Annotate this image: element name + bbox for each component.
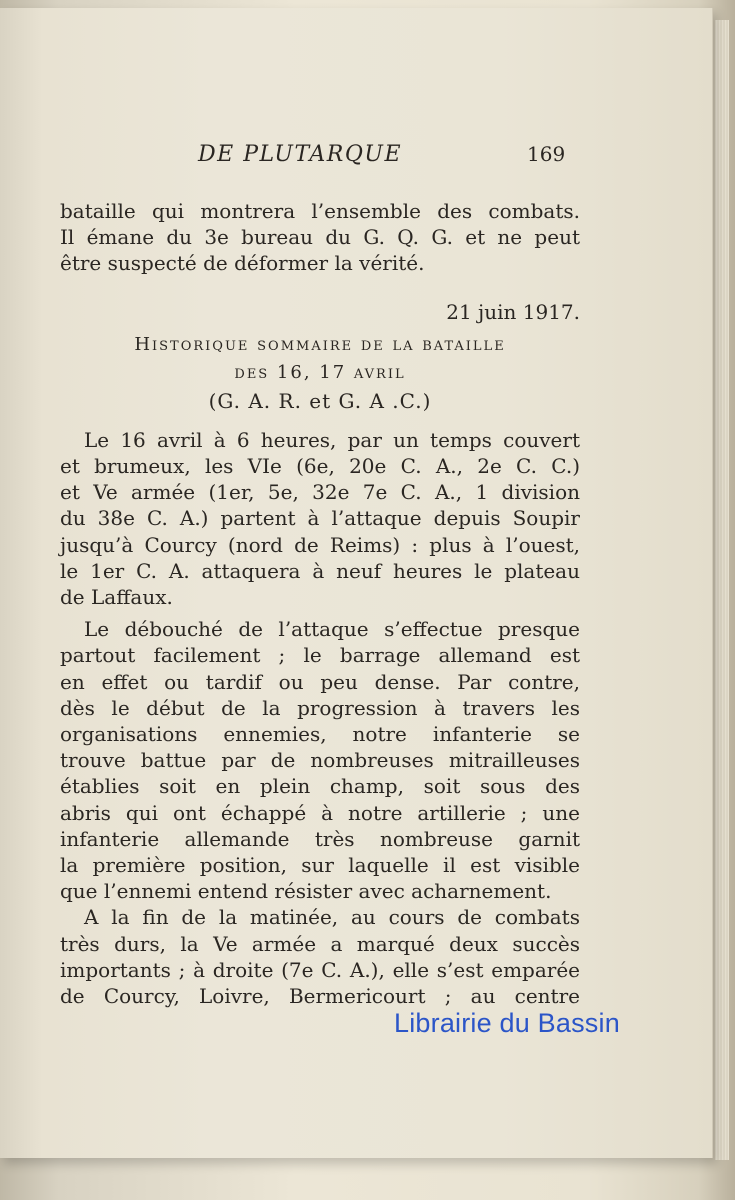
paragraph-2 [60,616,580,904]
text-line: abris qui ont échappé à notre artillerie ; une [60,800,580,825]
text-line: bataille qui montrera l’ensemble des combats. [60,199,580,223]
text-line: A la fin de la matinée, au cours de combats [84,905,580,930]
running-title: DE PLUTARQUE [198,142,403,167]
paragraph-3 [60,904,580,1009]
text-line: trouve battue par de nombreuses mitrailleuses [60,748,580,773]
text-line: Il émane du 3e bureau du G. Q. G. et ne peut [60,225,580,250]
text-line: du 38e C. A.) partent à l’attaque depuis Soupir [60,506,580,531]
text-line: et Ve armée (1er, 5e, 32e 7e C. A., 1 division [60,480,580,505]
heading-line-3: (G. A. R. et G. A .C.) [208,388,432,413]
text-line: établies soit en plein champ, soit sous des [60,774,580,799]
heading-line-1: Historique sommaire de la bataille [134,333,506,355]
text-line: partout facilement ; le barrage allemand est [60,643,580,668]
watermark: Librairie du Bassin [394,1008,620,1038]
text-line: infanterie allemande très nombreuse garnit [60,826,580,851]
text-line: la première position, sur laquelle il est visible [60,853,580,878]
text-line: en effet ou tardif ou peu dense. Par contre, [60,669,580,694]
text-line: très durs, la Ve armée a marqué deux succès [60,931,580,956]
text-line: être suspecté de déformer la vérité. [60,251,425,276]
text-line: le 1er C. A. attaquera à neuf heures le plateau [60,558,580,583]
text-line: jusqu’à Courcy (nord de Reims) : plus à l’ouest, [60,532,580,557]
heading-line-2: des 16, 17 avril [234,361,406,383]
text-line: de Courcy, Loivre, Bermericourt ; au centre [60,984,580,1009]
text-line: et brumeux, les VIe (6e, 20e C. A., 2e C. C.) [60,454,580,479]
text-line: dès le début de la progression à travers les [60,695,580,720]
section-heading [60,331,580,415]
text-line: importants ; à droite (7e C. A.), elle s’est emparée [60,957,580,982]
paragraph-1 [60,427,580,610]
text-line: de Laffaux. [60,585,173,610]
text-line: organisations ennemies, notre infanterie se [60,722,580,747]
text-line: que l’ennemi entend résister avec acharnement. [60,879,552,904]
date-line: 21 juin 1917. [446,299,580,324]
intro-paragraph [60,198,580,277]
text-line: Le 16 avril à 6 heures, par un temps couvert [84,427,580,452]
body-text [60,198,580,1009]
page-number: 169 [527,142,566,166]
text-line: Le débouché de l’attaque s’effectue presque [84,617,580,642]
page-edges [715,20,729,1160]
